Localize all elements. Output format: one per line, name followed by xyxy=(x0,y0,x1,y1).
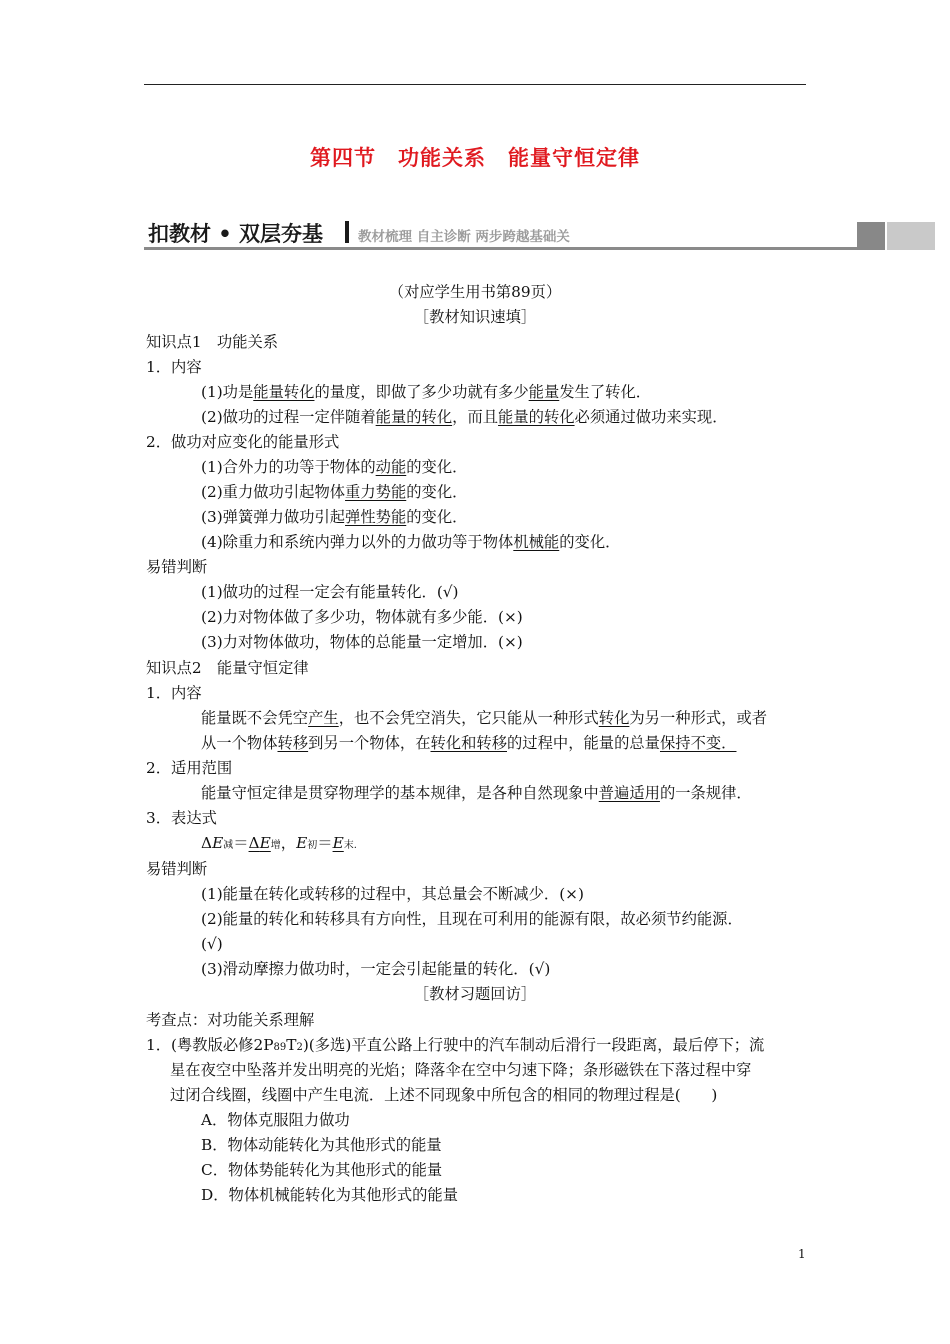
judge2-item: (2)能量的转化和转移具有方向性，且现在可利用的能源有限，故必须节约能源． xyxy=(201,910,743,928)
banner-dark-block xyxy=(857,222,885,250)
blank-answer: 能量 xyxy=(528,383,560,401)
banner-sub-text: 教材梳理 自主诊断 两步跨越基础关 xyxy=(358,229,570,245)
blank-answer: 产生 xyxy=(308,709,339,727)
blank-answer: 普遍适用 xyxy=(598,784,660,802)
option-d: D．物体机械能转化为其他形式的能量 xyxy=(201,1186,459,1204)
kp1-heading-content: 1．内容 xyxy=(146,358,202,376)
kp1-line-5: (3)弹簧弹力做功引起弹性势能的变化． xyxy=(201,508,468,526)
kp2-heading-content: 1．内容 xyxy=(146,684,202,702)
energy-formula: ΔE减＝ΔE增，E初＝E末. xyxy=(201,834,357,852)
section-heading-knowledge: ［教材知识速填］ xyxy=(413,308,537,326)
kp2-heading-expression: 3．表达式 xyxy=(146,809,217,827)
question-1-line-3: 过闭合线圈，线圈中产生电流．上述不同现象中所包含的相同的物理过程是( ) xyxy=(170,1086,718,1104)
judge1-title: 易错判断 xyxy=(146,558,208,576)
blank-answer: E xyxy=(332,834,344,852)
blank-answer: 能量转化 xyxy=(253,383,315,401)
judge2-item-cont: (√) xyxy=(201,935,223,953)
judge1-item: (3)力对物体做功，物体的总能量一定增加．(×) xyxy=(201,633,523,651)
judge1-item: (2)力对物体做了多少功，物体就有多少能．(×) xyxy=(201,608,523,626)
blank-answer: 重力势能 xyxy=(345,483,407,501)
blank-answer: 动能 xyxy=(375,458,407,476)
kp2-title: 知识点2 能量守恒定律 xyxy=(146,659,309,677)
kp1-line-1: (1)功是能量转化的量度，即做了多少功就有多少能量发生了转化． xyxy=(201,383,652,401)
banner-underline xyxy=(144,247,857,250)
judge2-title: 易错判断 xyxy=(146,860,208,878)
blank-answer: 转化和转移 xyxy=(430,734,507,752)
banner-light-block xyxy=(887,222,935,250)
kp2-para-1: 能量既不会凭空产生，也不会凭空消失，它只能从一种形式转化为另一种形式，或者 xyxy=(201,709,768,727)
kp1-heading-forms: 2．做功对应变化的能量形式 xyxy=(146,433,340,451)
blank-answer: 转移 xyxy=(277,734,309,752)
blank-answer: 机械能 xyxy=(513,533,560,551)
judge2-item: (1)能量在转化或转移的过程中，其总量会不断减少．(×) xyxy=(201,885,584,903)
blank-answer: 能量的转化 xyxy=(375,408,453,426)
blank-answer: ΔE xyxy=(248,834,271,852)
kp1-line-6: (4)除重力和系统内弹力以外的力做功等于物体机械能的变化． xyxy=(201,533,621,551)
page-number: 1 xyxy=(798,1247,806,1261)
book-reference: （对应学生用书第89页） xyxy=(388,283,562,301)
kp2-para-3: 能量守恒定律是贯穿物理学的基本规律，是各种自然现象中普遍适用的一条规律． xyxy=(201,784,752,802)
banner-separator xyxy=(345,221,349,243)
kp1-line-2: (2)做功的过程一定伴随着能量的转化，而且能量的转化必须通过做功来实现． xyxy=(201,408,728,426)
option-a: A．物体克服阻力做功 xyxy=(201,1111,350,1129)
kp1-title: 知识点1 功能关系 xyxy=(146,333,279,351)
header-rule xyxy=(144,84,806,85)
option-c: C．物体势能转化为其他形式的能量 xyxy=(201,1161,443,1179)
section-banner xyxy=(144,214,935,250)
section-heading-exercises: ［教材习题回访］ xyxy=(413,985,537,1003)
kp2-heading-scope: 2．适用范围 xyxy=(146,759,233,777)
blank-answer: 转化 xyxy=(598,709,630,727)
blank-answer: 弹性势能 xyxy=(345,508,407,526)
option-b: B．物体动能转化为其他形式的能量 xyxy=(201,1136,442,1154)
page-title: 第四节 功能关系 能量守恒定律 xyxy=(310,146,640,170)
judge1-item: (1)做功的过程一定会有能量转化．(√) xyxy=(201,583,459,601)
kp1-line-3: (1)合外力的功等于物体的动能的变化． xyxy=(201,458,468,476)
blank-answer: 能量的转化 xyxy=(498,408,575,426)
question-1-line-2: 星在夜空中坠落并发出明亮的光焰；降落伞在空中匀速下降；条形磁铁在下落过程中穿 xyxy=(170,1061,752,1079)
blank-answer: 保持不变． xyxy=(659,734,737,752)
exam-point-title: 考查点：对功能关系理解 xyxy=(146,1011,315,1029)
judge2-item: (3)滑动摩擦力做功时，一定会引起能量的转化．(√) xyxy=(201,960,551,978)
banner-main-text: 扣教材 • 双层夯基 xyxy=(148,222,324,246)
question-1-line-1: 1．(粤教版必修2P89T2)(多选)平直公路上行驶中的汽车制动后滑行一段距离，最后停下；流 xyxy=(146,1036,765,1054)
kp2-para-2: 从一个物体转移到另一个物体，在转化和转移的过程中，能量的总量保持不变． xyxy=(201,734,737,752)
kp1-line-4: (2)重力做功引起物体重力势能的变化． xyxy=(201,483,468,501)
